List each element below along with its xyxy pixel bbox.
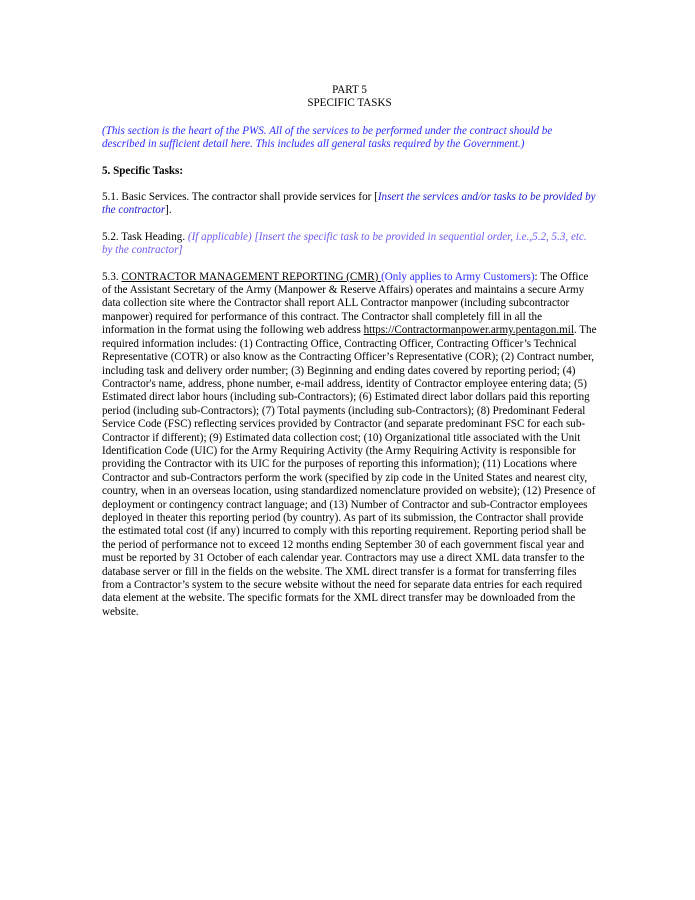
paragraph-5-1 — [102, 191, 597, 218]
paragraph-5-2-lead: 5.2. Task Heading. — [102, 230, 188, 243]
part-label: PART 5 — [332, 84, 367, 96]
cmr-website-link[interactable]: https://Contractormanpower.army.pentagon.mil — [363, 324, 574, 337]
paragraph-5-3 — [102, 271, 597, 620]
paragraph-5-3-colon: : — [534, 270, 541, 283]
paragraph-5-1-placeholder: Insert the services and/or tasks to be provided by the contractor — [102, 191, 596, 217]
paragraph-5-3-title: CONTRACTOR MANAGEMENT REPORTING (CMR) — [121, 270, 382, 283]
paragraph-5-3-body-1: The Office of the Assistant Secretary of the Army (Manpower & Reserve Affairs) operates and maintains a secure Army data collection site where the Contractor shall report ALL Contractor manpower (including subcontractor manpower) required for performance of this contract. The Contractor shall completely fill in all the information in the format using the following web address — [102, 270, 589, 337]
intro-instruction-note: (This section is the heart of the PWS. All of the services to be performed under the contract should be described in sufficient detail here. This includes all general tasks required by the Government.) — [102, 124, 553, 151]
paragraph-5-1-lead: 5.1. Basic Services. The contractor shall provide services for [ — [102, 191, 378, 204]
paragraph-5-3-number: 5.3. — [102, 270, 122, 283]
document-page — [102, 84, 597, 619]
paragraph-5-2 — [102, 231, 597, 258]
army-customers-note: (Only applies to Army Customers) — [381, 270, 535, 283]
paragraph-5-1-tail: ]. — [165, 204, 172, 217]
page-title: SPECIFIC TASKS — [307, 97, 392, 110]
paragraph-5-2-placeholder: (If applicable) [Insert the specific task to be provided in sequential order, i.e.,5.2, 5.3, etc. by the contractor] — [102, 230, 587, 257]
section-heading: 5. Specific Tasks: — [102, 164, 184, 177]
paragraph-5-3-body-2: . The required information includes: (1) Contracting Office, Contracting Officer, Contracting Officer’s Technical Representative (COTR) or also know as the Contracting Officer’s Representative (COR); (2) Contract number, including task and delivery order number; (3) Beginning and ending dates covered by reporting period; (4) Contractor's name, address, phone number, e-mail address, identity of Contractor employee entering data; (5) Estimated direct labor hours (including sub-Contractors); (6) Estimated direct labor dollars paid this reporting period (including sub-Contractors); (7) Total payments (including sub-Contractors); (8) Predominant Federal Service Code (FSC) reflecting services provided by Contractor (and separate predominant FSC for each sub-Contractor if different); (9) Estimated data collection cost; (10) Organizational title associated with the Unit Identification Code (UIC) for the Army Requiring Activity (the Army Requiring Activity is responsible for providing the Contractor with its UIC for the purposes of reporting this information); (11) Locations where Contractor and sub-Contractors perform the work (specified by zip code in the United States and nearest city, country, when in an overseas location, using standardized nomenclature provided on website); (12) Presence of deployment or contingency contract language; and (13) Number of Contractor and sub-Contractor employees deployed in theater this reporting period (by country). As part of its submission, the Contractor shall provide the estimated total cost (if any) incurred to comply with this reporting requirement. Reporting period shall be the period of performance not to exceed 12 months ending September 30 of each government fiscal year and must be reported by 31 October of each calendar year. Contractors may use a direct XML data transfer to the database server or fill in the fields on the website. The XML direct transfer is a format for transferring files from a Contractor’s system to the secure website without the need for separate data entries for each required data element at the website. The specific formats for the XML direct transfer may be downloaded from the website. — [102, 324, 597, 618]
